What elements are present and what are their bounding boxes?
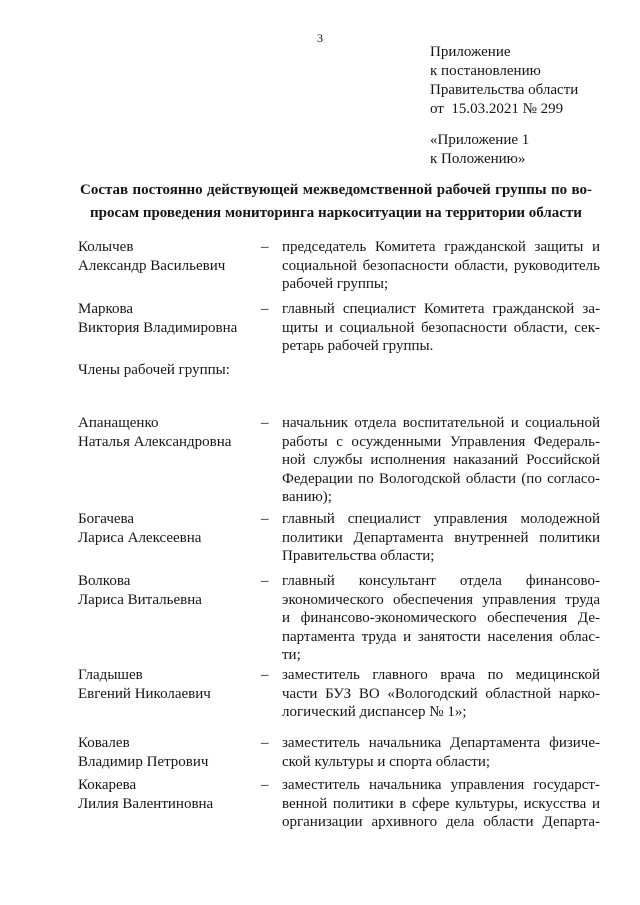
page-number: 3 xyxy=(317,31,323,45)
member-name-line: Александр Васильевич xyxy=(78,257,226,274)
member-description-line: заместитель начальника Департамента физиче- xyxy=(282,735,600,751)
member-description-line: социальной безопасности области, руководитель xyxy=(282,257,600,274)
member-description-line: председатель Комитета гражданской защиты и xyxy=(282,239,600,255)
member-description xyxy=(282,734,600,771)
member-name-line: Ковалев xyxy=(78,735,130,751)
dash-separator: – xyxy=(261,667,269,683)
member-description-line: части БУЗ ВО «Вологодский областной нарко- xyxy=(282,685,600,702)
appendix-line: Приложение xyxy=(430,44,511,60)
appendix-line: от 15.03.2021 № 299 xyxy=(430,101,564,117)
member-entry xyxy=(0,414,640,514)
member-name-line: Виктория Владимировна xyxy=(78,319,238,336)
dash-separator: – xyxy=(261,777,269,793)
member-description-line: рабочей группы; xyxy=(282,276,389,292)
member-name xyxy=(78,776,213,813)
member-description xyxy=(282,300,600,356)
dash-separator: – xyxy=(261,735,269,751)
member-description-line: работы с осужденными Управления Федераль- xyxy=(282,433,600,450)
member-description-line: Федерации по Вологодской области (по согласо- xyxy=(282,470,600,487)
dash-separator: – xyxy=(261,415,269,431)
member-description-line: Правительства области; xyxy=(282,548,435,564)
member-name xyxy=(78,300,237,337)
member-description-line: главный специалист управления молодежной xyxy=(282,511,600,527)
member-description-line: заместитель главного врача по медицинской xyxy=(282,667,600,683)
member-name-line: Лариса Алексеевна xyxy=(78,529,202,546)
member-name-line: Маркова xyxy=(78,301,134,317)
dash-separator: – xyxy=(261,301,269,317)
member-description-line: венной политики в сфере культуры, искусства и xyxy=(282,795,600,812)
member-description-line: заместитель начальника управления государст- xyxy=(282,777,600,793)
member-description-line: щиты и социальной безопасности области, сек- xyxy=(282,319,600,336)
member-name xyxy=(78,414,231,451)
appendix-reference-line: к Положению» xyxy=(430,151,526,167)
member-description-line: начальник отдела воспитательной и социальной xyxy=(282,415,600,431)
member-description-line: экономического обеспечения управления труда xyxy=(282,591,600,608)
members-label: Члены рабочей группы: xyxy=(78,362,230,378)
member-name-line: Лариса Витальевна xyxy=(78,591,202,608)
member-name-line: Евгений Николаевич xyxy=(78,685,211,702)
dash-separator: – xyxy=(261,239,269,255)
member-description-line: политики Департамента внутренней политики xyxy=(282,529,600,546)
appendix-block xyxy=(430,43,578,119)
member-description xyxy=(282,572,600,665)
member-description-line: ретарь рабочей группы. xyxy=(282,338,434,354)
dash-separator: – xyxy=(261,511,269,527)
member-description-line: ванию); xyxy=(282,489,332,505)
dash-separator: – xyxy=(261,573,269,589)
member-name-line: Наталья Александровна xyxy=(78,433,232,450)
heading-line: просам проведения мониторинга наркоситуации на территории области xyxy=(90,205,582,221)
member-name-line: Колычев xyxy=(78,239,134,255)
member-description-line: партамента труда и занятости населения облас- xyxy=(282,628,600,645)
appendix-line: Правительства области xyxy=(430,82,579,98)
member-name-line: Богачева xyxy=(78,511,135,527)
member-name-line: Владимир Петрович xyxy=(78,753,209,770)
member-description xyxy=(282,666,600,722)
member-description-line: ной службы исполнения наказаний Российской xyxy=(282,452,600,468)
member-name-line: Гладышев xyxy=(78,667,143,683)
appendix-line: к постановлению xyxy=(430,63,541,79)
member-name xyxy=(78,572,202,609)
member-description-line: ти; xyxy=(282,647,301,663)
member-entry xyxy=(0,572,640,672)
member-description-line: логический диспансер № 1»; xyxy=(282,704,467,720)
member-name-line: Волкова xyxy=(78,573,131,589)
member-name-line: Лилия Валентиновна xyxy=(78,795,214,812)
member-name-line: Апанащенко xyxy=(78,415,159,431)
appendix-reference-block xyxy=(430,131,529,169)
member-description-line: и финансово-экономического обеспечения Де- xyxy=(282,610,600,626)
member-description-line: главный специалист Комитета гражданской за- xyxy=(282,301,600,317)
heading-line: Состав постоянно действующей межведомственной рабочей группы по во- xyxy=(80,182,592,198)
member-name xyxy=(78,238,225,275)
member-name xyxy=(78,734,208,771)
member-description xyxy=(282,238,600,294)
member-name xyxy=(78,510,201,547)
member-name xyxy=(78,666,211,703)
document-heading xyxy=(80,179,592,225)
member-entry xyxy=(0,776,640,876)
member-description xyxy=(282,776,600,832)
member-description-line: ской культуры и спорта области; xyxy=(282,753,491,770)
appendix-reference-line: «Приложение 1 xyxy=(430,132,530,148)
member-entry xyxy=(0,300,640,400)
member-description xyxy=(282,510,600,566)
member-description-line: главный консультант отдела финансово- xyxy=(282,573,600,589)
member-description-line: организации архивного дела области Департа- xyxy=(282,814,600,830)
member-description xyxy=(282,414,600,507)
member-name-line: Кокарева xyxy=(78,777,137,793)
